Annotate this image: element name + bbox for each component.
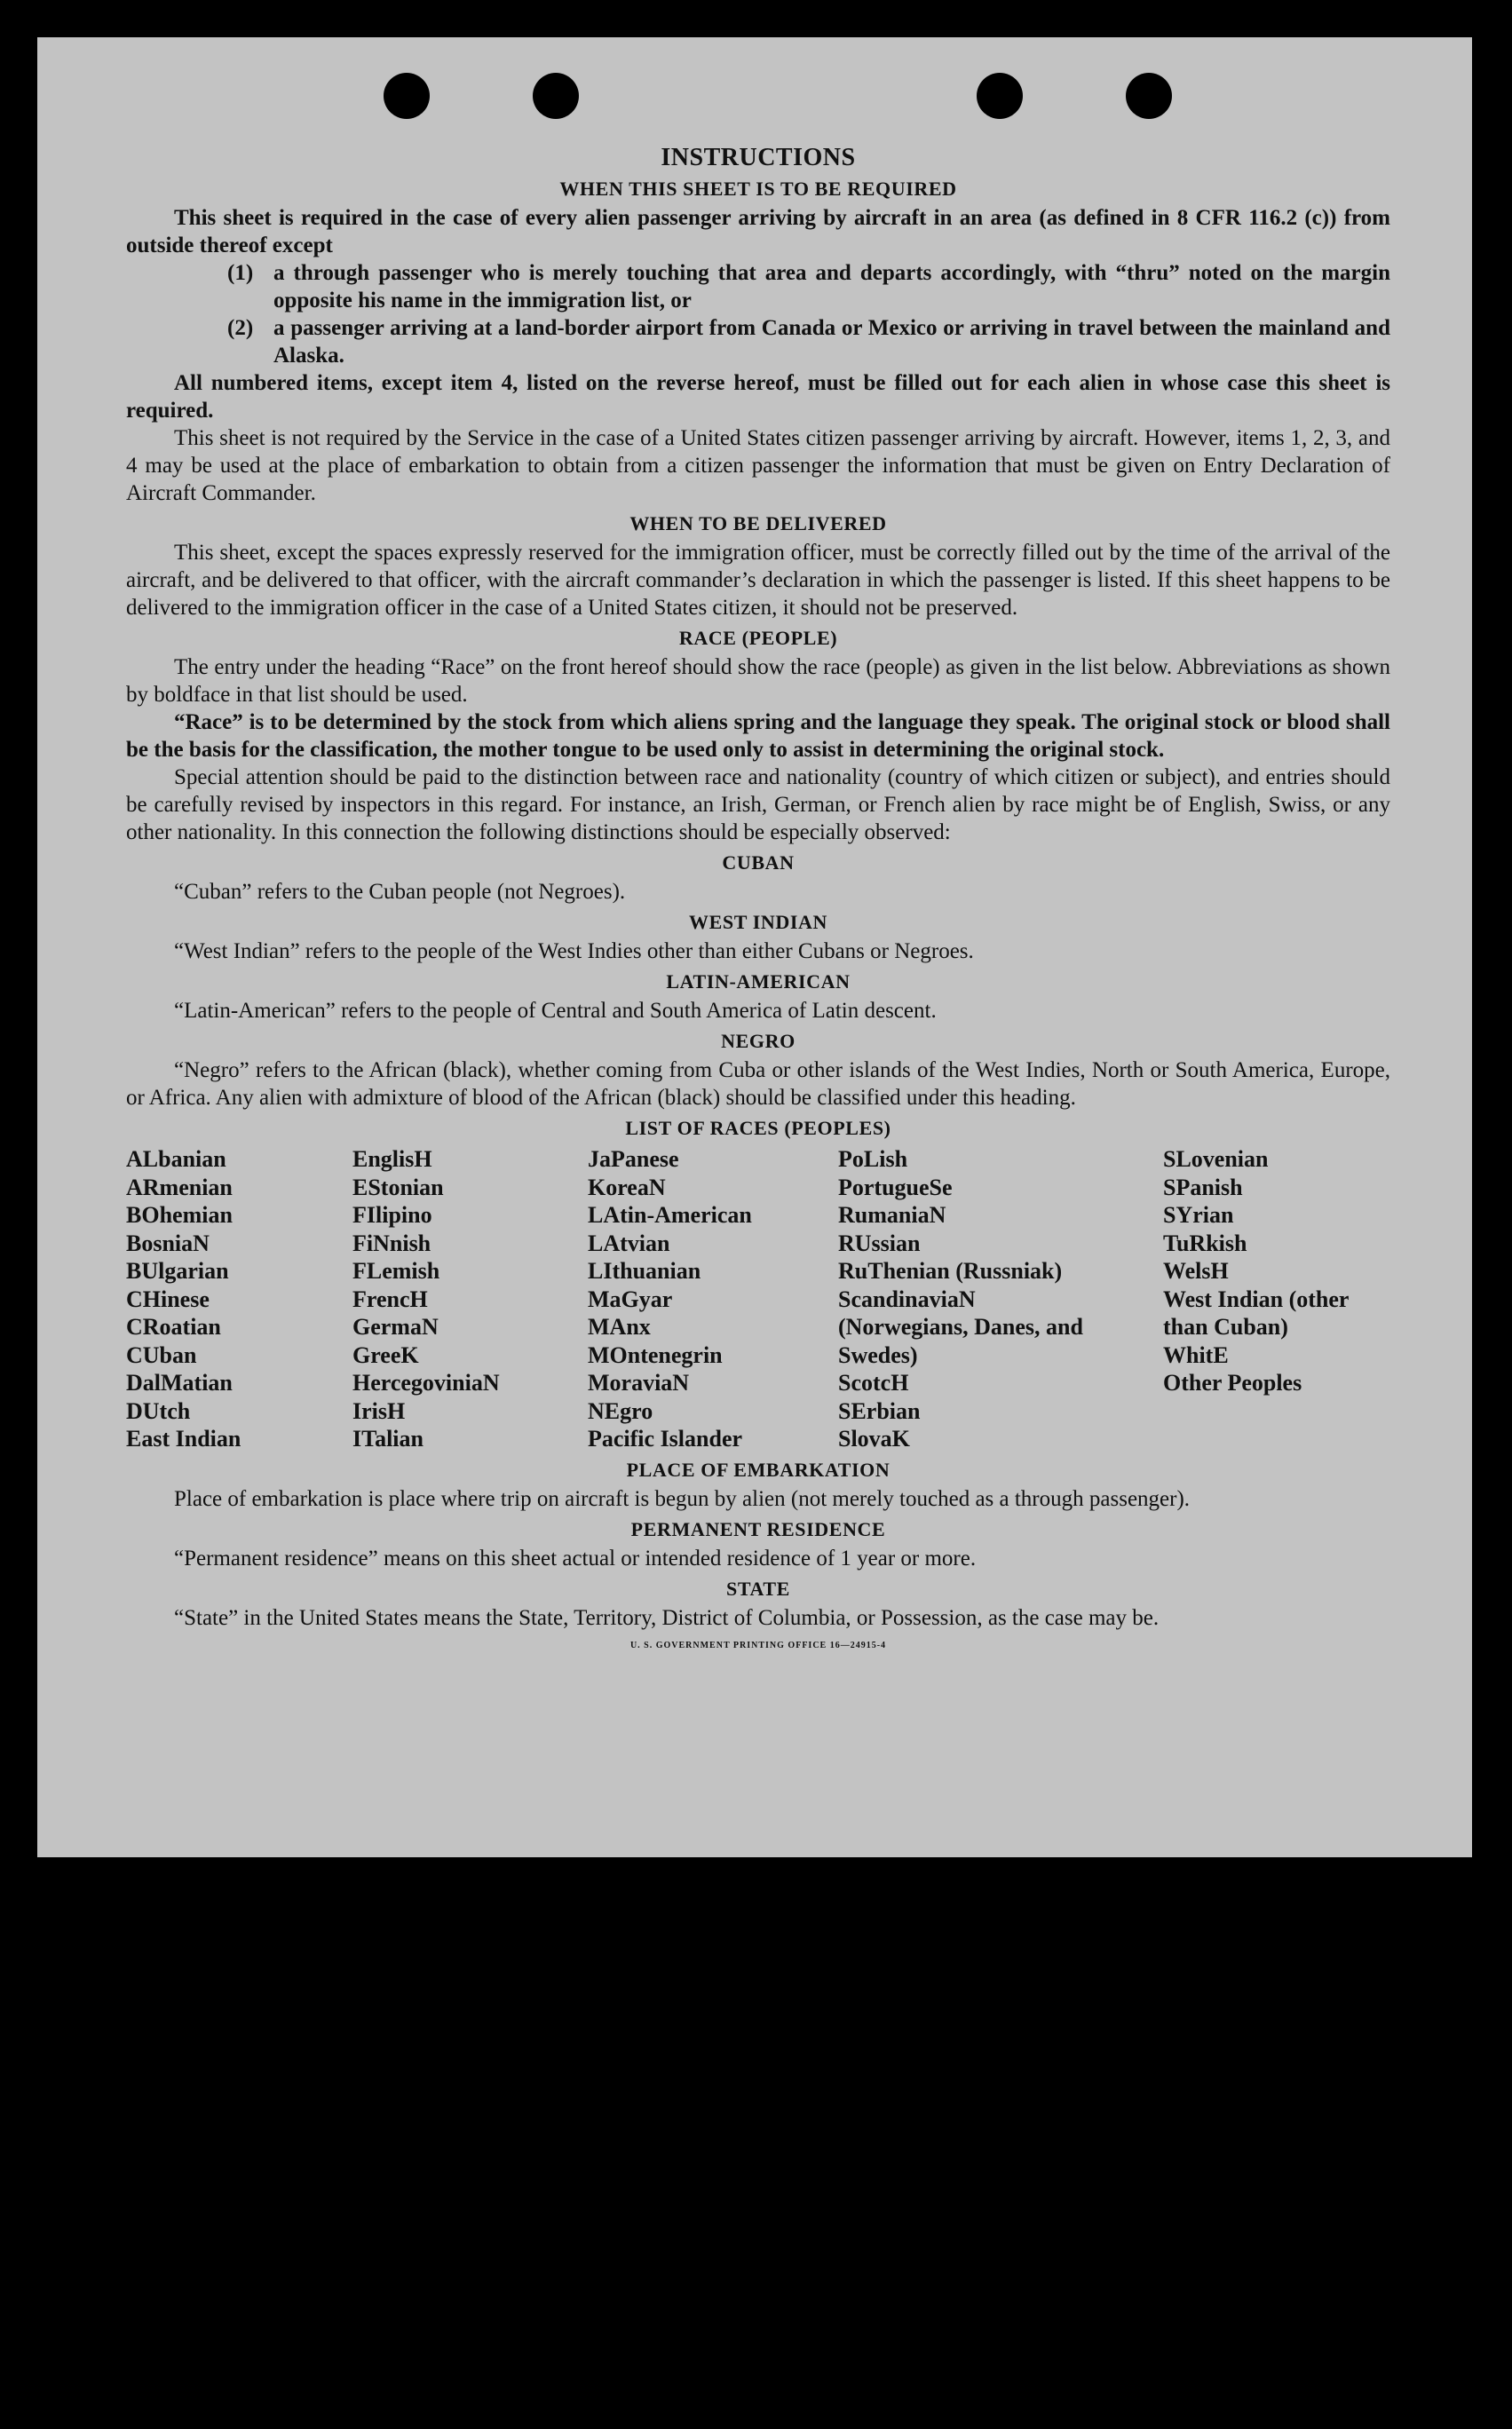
race-entry: East Indian	[126, 1426, 241, 1452]
race-paragraph: The entry under the heading “Race” on the front hereof should show the race (people) as given in the list below. Abbreviations as shown by boldface in that list should be used.	[126, 655, 1390, 707]
section-heading-latin-american: LATIN-AMERICAN	[666, 970, 851, 993]
race-entry: WhitE	[1163, 1341, 1229, 1368]
race-entry: Pacific Islander	[588, 1426, 743, 1452]
race-entry: EStonian	[352, 1174, 444, 1200]
race-entry: BOhemian	[126, 1202, 233, 1228]
punch-hole	[384, 73, 430, 119]
race-entry: PortugueSe	[838, 1174, 953, 1200]
section-heading-west-indian: WEST INDIAN	[689, 911, 827, 933]
race-entry: BUlgarian	[126, 1258, 229, 1284]
punch-hole	[977, 73, 1023, 119]
punch-hole	[533, 73, 579, 119]
race-entry: RumaniaN	[838, 1202, 946, 1228]
exception-text: a passenger arriving at a land-border airport from Canada or Mexico or arriving in travel between the mainland and Alaska.	[273, 316, 1390, 368]
race-entry: DalMatian	[126, 1370, 233, 1396]
numbered-items-note: All numbered items, except item 4, listed on the reverse hereof, must be filled out for each alien in whose case this sheet is required.	[126, 371, 1390, 423]
races-column	[838, 1145, 1163, 1453]
state-definition: “State” in the United States means the State, Territory, District of Columbia, or Possession, as the case may be.	[174, 1605, 1160, 1630]
embarkation-definition: Place of embarkation is place where trip on aircraft is begun by alien (not merely touched as a through passenger).	[174, 1486, 1191, 1511]
race-entry: WelsH	[1163, 1258, 1229, 1284]
race-entry: NEgro	[588, 1397, 653, 1424]
race-entry: Other Peoples	[1163, 1370, 1302, 1396]
race-entry: LIthuanian	[588, 1258, 701, 1284]
section-heading-negro: NEGRO	[721, 1030, 796, 1052]
race-entry: SlovaK	[838, 1426, 910, 1452]
race-entry: CRoatian	[126, 1314, 221, 1340]
races-column	[588, 1145, 838, 1453]
residence-definition: “Permanent residence” means on this sheet actual or intended residence of 1 year or more.	[174, 1546, 977, 1571]
section-heading-race: RACE (PEOPLE)	[678, 627, 838, 649]
race-entry: BosniaN	[126, 1230, 210, 1256]
exception-number: (2)	[227, 316, 254, 340]
race-entry: ScandinaviaN (Norwegians, Danes, and Swedes)	[838, 1286, 1083, 1368]
race-entry: ITalian	[352, 1426, 424, 1452]
race-entry: CUban	[126, 1341, 197, 1368]
section-heading-when-required: WHEN THIS SHEET IS TO BE REQUIRED	[559, 178, 957, 200]
exception-item	[227, 314, 1390, 369]
required-intro: This sheet is required in the case of every alien passenger arriving by aircraft in an area (as defined in 8 CFR 116.2 (c)) from outside thereof except	[126, 206, 1390, 257]
race-entry: FLemish	[352, 1258, 440, 1284]
race-entry: ALbanian	[126, 1146, 226, 1172]
race-entry: GermaN	[352, 1314, 439, 1340]
negro-definition: “Negro” refers to the African (black), whether coming from Cuba or other islands of the West Indies, North or South America, Europe, or Africa. Any alien with admixture of blood of the African (black) should be classified under this heading.	[126, 1058, 1390, 1110]
races-column	[1163, 1145, 1385, 1453]
race-entry: SYrian	[1163, 1202, 1234, 1228]
race-entry: ARmenian	[126, 1174, 233, 1200]
race-paragraph: Special attention should be paid to the distinction between race and nationality (country of which citizen or subject), and entries should be carefully revised by inspectors in this regard. For instance, an Irish, German, or French alien by race might be of English, Swiss, or any other nationality. In this connection the following distinctions should be especially observed:	[126, 765, 1390, 844]
races-list	[126, 1145, 1390, 1453]
race-entry: IrisH	[352, 1397, 406, 1424]
race-entry: MOntenegrin	[588, 1341, 723, 1368]
race-entry: PoLish	[838, 1146, 908, 1172]
race-entry: LAtin-American	[588, 1202, 752, 1228]
race-entry: SPanish	[1163, 1174, 1243, 1200]
race-entry: LAtvian	[588, 1230, 670, 1256]
race-entry: KoreaN	[588, 1174, 666, 1200]
race-entry: FrencH	[352, 1286, 428, 1312]
race-entry: RUssian	[838, 1230, 921, 1256]
section-heading-residence: PERMANENT RESIDENCE	[630, 1517, 886, 1540]
race-entry: MAnx	[588, 1314, 651, 1340]
races-column	[126, 1145, 352, 1453]
race-entry: TuRkish	[1163, 1230, 1247, 1256]
race-entry: West Indian (other than Cuban)	[1163, 1286, 1349, 1340]
section-heading-cuban: CUBAN	[722, 851, 795, 874]
race-entry: EnglisH	[352, 1146, 432, 1172]
exception-item	[227, 259, 1390, 314]
race-entry: HercegoviniaN	[352, 1370, 500, 1396]
latin-american-definition: “Latin-American” refers to the people of Central and South America of Latin descent.	[174, 999, 937, 1023]
race-entry: MoraviaN	[588, 1370, 690, 1396]
race-entry: FiNnish	[352, 1230, 431, 1256]
race-entry: FIlipino	[352, 1202, 432, 1228]
race-entry: SLovenian	[1163, 1146, 1269, 1172]
cuban-definition: “Cuban” refers to the Cuban people (not Negroes).	[174, 880, 626, 904]
race-entry: GreeK	[352, 1341, 419, 1368]
document-title: INSTRUCTIONS	[661, 144, 856, 171]
race-entry: ScotcH	[838, 1370, 909, 1396]
race-entry: SErbian	[838, 1397, 921, 1424]
race-entry: CHinese	[126, 1286, 210, 1312]
exception-number: (1)	[227, 261, 254, 285]
printing-office-imprint: U. S. GOVERNMENT PRINTING OFFICE 16—24915-4	[629, 1640, 887, 1650]
delivery-text: This sheet, except the spaces expressly reserved for the immigration officer, must be correctly filled out by the time of the arrival of the aircraft, and be delivered to that officer, with the aircraft commander’s declaration in which the passenger is listed. If this sheet happens to be delivered to the immigration officer in the case of a United States citizen, it should not be preserved.	[126, 541, 1390, 620]
instruction-sheet	[37, 37, 1472, 1857]
section-heading-embarkation: PLACE OF EMBARKATION	[626, 1458, 891, 1481]
races-column	[352, 1145, 588, 1453]
section-heading-races-list: LIST OF RACES (PEOPLES)	[625, 1117, 891, 1139]
race-paragraph: “Race” is to be determined by the stock from which aliens spring and the language they speak. The original stock or blood shall be the basis for the classification, the mother tongue to be used only to assist in determining the original stock.	[126, 710, 1390, 762]
west-indian-definition: “West Indian” refers to the people of the West Indies other than either Cubans or Negroes.	[174, 939, 974, 963]
section-heading-state: STATE	[726, 1577, 790, 1600]
exception-text: a through passenger who is merely touching that area and departs accordingly, with “thru” noted on the margin opposite his name in the immigration list, or	[273, 261, 1390, 313]
race-entry: MaGyar	[588, 1286, 673, 1312]
race-entry: RuThenian (Russniak)	[838, 1258, 1063, 1284]
section-heading-when-delivered: WHEN TO BE DELIVERED	[629, 512, 887, 534]
race-entry: JaPanese	[588, 1146, 679, 1172]
citizen-note: This sheet is not required by the Service in the case of a United States citizen passenger arriving by aircraft. However, items 1, 2, 3, and 4 may be used at the place of embarkation to obtain from a citizen passenger the information that must be given on Entry Declaration of Aircraft Commander.	[126, 426, 1390, 505]
punch-hole	[1126, 73, 1172, 119]
race-entry: DUtch	[126, 1397, 191, 1424]
